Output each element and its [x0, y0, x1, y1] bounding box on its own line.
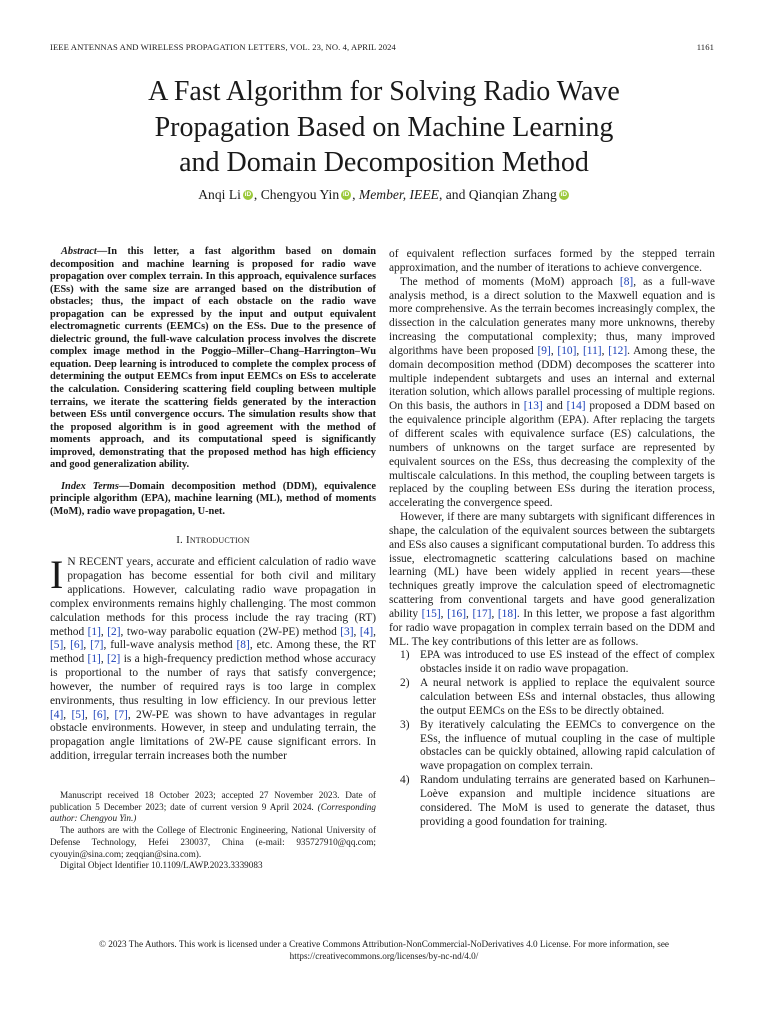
list-number: 3) — [400, 718, 410, 731]
intro-text: , full-wave analysis method — [103, 639, 237, 652]
citation-link[interactable]: [12] — [608, 344, 628, 357]
paragraph-text: However, if there are many subtargets with significant differences in shape, the calculation of the equivalent sources between the subtargets and ESs also causes a significant computational burden. To address this issue, electromagnetic scattering calculations based on machine learning (ML) have been widely applied in recent years—these techniques greatly improve the calculation speed of electromagnetic scattering from conventional targets and have good generalization ability — [389, 511, 715, 620]
list-item — [389, 677, 715, 719]
text-separator: , — [106, 708, 115, 721]
abstract-text: In this letter, a fast algorithm based on domain decomposition and machine learning is proposed for radio wave propagation over complex terrain. In this approach, equivalence surfaces (ESs) with the same size are arranged based on the distribution of obstacles; thus, the impact of each obstacle on the radio wave propagation can be expressed by the input and output equivalent electromagnetic currents (EEMCs) on the ESs. Due to the presence of dielectric ground, the full-wave calculation process involves the discrete complex image method in the Poggio–Miller–Chang–Harrington–Wu equation. Deep learning is introduced to complete the complex process of determining the output EEMCs from input EEMCs on ESs to accelerate the calculation. Considering scattering field coupling between multiple terrains, we iterate the scattering fields generated by the interaction between ESs until convergence occurs. The simulation results show that the proposed algorithm is in good agreement with the method of moments approach, and its computational speed is significantly improved, demonstrating that the proposed method has high efficiency and good generalization ability. — [50, 246, 376, 471]
text-separator: , — [63, 708, 72, 721]
list-number: 4) — [400, 774, 410, 787]
footnote-received — [50, 790, 376, 825]
drop-cap: I — [50, 552, 64, 598]
citation-link[interactable]: [5] — [71, 708, 85, 721]
list-number: 1) — [400, 649, 410, 662]
citation-link[interactable]: [14] — [566, 400, 586, 413]
text-separator: , — [83, 639, 91, 652]
section-title: Introduction — [185, 534, 250, 547]
citation-link[interactable]: [16] — [447, 607, 467, 620]
citation-link[interactable]: [10] — [557, 344, 577, 357]
citation-link[interactable]: [13] — [523, 400, 543, 413]
abstract: Abstract—In this letter, a fast algorithm based on domain decomposition and machine learning is proposed for radio wave propagation over complex terrain. In this approach, equivalence surfaces (ESs) with the same size are arranged based on the distribution of obstacles; thus, the impact of each obstacle on the radio wave propagation can be expressed by the input and output equivalent electromagnetic currents (EEMCs) on the ESs. Due to the presence of dielectric ground, the full-wave calculation process involves the discrete complex image method in the Poggio–Miller–Chang–Harrington–Wu equation. Deep learning is introduced to complete the complex process of determining the output EEMCs from input EEMCs on ESs to accelerate the calculation. Considering scattering field coupling between multiple terrains, we iterate the scattering fields generated by the interaction between ESs until convergence occurs. The simulation results show that the proposed algorithm is in good agreement with the method of moments approach, and its computational speed is significantly improved, demonstrating that the proposed method has high efficiency and good generalization ability. — [50, 246, 376, 471]
continued-paragraph: of equivalent reflection surfaces formed by the stepped terrain approximation, and the number of iterations to achieve convergence. — [389, 248, 715, 274]
mom-paragraph — [389, 276, 715, 511]
citation-link[interactable]: [1] — [87, 625, 101, 638]
footnote-affiliation: The authors are with the College of Electronic Engineering, National University of Defense Technology, Hefei 230037, China (e-mail: 935727910@qq.com; cyouyin@sina.com; zeqqian@sina.com). — [50, 825, 376, 859]
section-heading — [50, 534, 376, 548]
footnote-block — [50, 790, 376, 872]
citation-link[interactable]: [1] — [87, 653, 101, 666]
intro-paragraph — [50, 552, 377, 764]
contribution-list — [389, 649, 715, 829]
text-separator: , — [440, 607, 448, 620]
copyright-notice — [50, 938, 718, 962]
text-separator: , — [576, 344, 584, 357]
orcid-icon[interactable]: iD — [560, 191, 568, 198]
paragraph-text: proposed a DDM based on the equivalence principle algorithm (EPA). After replacing the targets of different scales with equivalence surface (ES) calculations, the numbers of unknowns on the target surface are represented by equivalent sources on the ESs, thus decreasing the complexity of the multiscale calculations. In this method, the coupling between targets is replaced by the coupling between ESs during the iteration process, accelerating the convergence speed. — [389, 400, 715, 510]
citation-link[interactable]: [2] — [107, 625, 121, 638]
text-separator: , — [353, 625, 360, 638]
index-terms-text: Domain decomposition method (DDM), equivalence principle algorithm (EPA), machine learning (ML), method of moments (MoM), radio wave propagation, U-net. — [50, 480, 376, 517]
citation-link[interactable]: [15] — [421, 607, 441, 620]
page-number: 1161 — [696, 42, 714, 52]
intro-text: , etc. Among these, the RT method — [50, 639, 376, 666]
text-separator: , — [100, 653, 108, 666]
text-separator: , — [63, 639, 71, 652]
author-name: Chengyou Yin — [260, 187, 340, 202]
text-separator: , — [491, 607, 498, 620]
list-item — [389, 649, 715, 677]
footnote-doi: Digital Object Identifier 10.1109/LAWP.2023.3339083 — [60, 860, 263, 871]
list-text: Random undulating terrains are generated based on Karhunen–Loève expansion and multiple incidence situations are considered. The MoM is used to generate the dataset, thus providing a good foundation for training. — [420, 774, 715, 828]
paragraph-text: The method of moments (MoM) approach — [400, 275, 620, 288]
title-line: A Fast Algorithm for Solving Radio Wave — [148, 76, 620, 107]
citation-link[interactable]: [9] — [537, 344, 551, 357]
text-separator: , — [550, 344, 558, 357]
abstract-label: Abstract — [61, 246, 97, 257]
intro-text: , two-way parabolic equation (2W-PE) method — [120, 625, 341, 638]
citation-link[interactable]: [18] — [497, 607, 517, 620]
citation-link[interactable]: [7] — [114, 708, 128, 721]
title-line: Propagation Based on Machine Learning — [154, 111, 614, 143]
index-terms: Index Terms—Domain decomposition method (DDM), equivalence principle algorithm (EPA), machine learning (ML), method of moments (MoM), radio wave propagation, U-net. — [50, 480, 376, 517]
text-separator: , — [601, 344, 609, 357]
paragraph-text: . In this letter, we propose a fast algorithm for radio wave propagation in complex terrain based on the DDM and ML. The key contributions of this letter are as follows. — [389, 607, 715, 648]
citation-link[interactable]: [7] — [90, 639, 104, 652]
citation-link[interactable]: [3] — [340, 625, 354, 638]
citation-link[interactable]: [8] — [236, 639, 250, 652]
license-link[interactable]: https://creativecommons.org/licenses/by-nc-nd/4.0/ — [289, 951, 479, 962]
citation-link[interactable]: [6] — [93, 708, 107, 721]
citation-link[interactable]: [4] — [50, 708, 64, 721]
author-conjunction: and — [445, 187, 466, 202]
orcid-icon[interactable]: iD — [244, 191, 252, 198]
list-text: By iteratively calculating the EEMCs to convergence on the ESs, the influence of mutual coupling in the case of multiple obstacles can be quickly obtained, allowing rapid calculation of wave propagation on complex terrain. — [420, 718, 715, 773]
author-name: Qianqian Zhang — [468, 187, 557, 202]
title-line: and Domain Decomposition Method — [179, 147, 589, 178]
citation-link[interactable]: [4] — [359, 625, 374, 638]
text-separator: , — [373, 625, 376, 638]
paragraph-text: and — [542, 400, 567, 413]
citation-link[interactable]: [17] — [472, 607, 492, 620]
list-item — [389, 719, 715, 774]
author-list: Anqi Li iD , Chengyou Yin iD , Member, IEEE, and Qianqian Zhang iD — [198, 187, 568, 202]
citation-link[interactable]: [5] — [50, 639, 64, 652]
citation-link[interactable]: [2] — [107, 653, 121, 666]
author-membership: Member, IEEE — [358, 187, 439, 202]
text-separator: , — [100, 625, 108, 638]
citation-link[interactable]: [11] — [583, 344, 602, 357]
list-text: EPA was introduced to use ES instead of the effect of complex obstacles inside it on radio wave propagation. — [420, 649, 715, 676]
footnote-corresponding: (Corresponding author: Chengyou Yin.) — [50, 801, 376, 824]
list-number: 2) — [400, 677, 410, 690]
right-column — [389, 248, 715, 829]
intro-text: is a high-frequency prediction method whose accuracy is proportional to the number of rays that satisfy convergence; however, the number of required rays is too large in complex environments, thus resulting in low efficiency. In our previous letter — [50, 653, 376, 707]
intro-text: , 2W-PE was shown to have advantages in regular obstacle environments. However, in steep and undulating terrain, the propagation angle limitations of 2W-PE cause significant errors. In addition, irregular terrain increases both the number — [50, 708, 377, 763]
citation-link[interactable]: [8] — [619, 275, 634, 288]
citation-link[interactable]: [6] — [70, 639, 84, 652]
footnote-dates: Manuscript received 18 October 2023; accepted 27 November 2023. Date of publication 5 December 2023; date of current version 9 April 2024. — [50, 789, 376, 812]
intro-text: N RECENT years, accurate and efficient calculation of radio wave propagation has become essential for both civil and military applications. However, calculating radio wave propagation in complex environments remains highly challenging. The most common calculation methods for this process include the ray tracing (RT) method — [50, 556, 376, 638]
list-text: A neural network is applied to replace the equivalent source calculation between ESs and internal obstacles, thus allowing the output EEMCs on the ESs to be directly obtained. — [420, 677, 715, 717]
copyright-text: © 2023 The Authors. This work is licensed under a Creative Commons Attribution-NonCommercial-NoDerivatives 4.0 License. For more information, see — [98, 939, 670, 949]
text-separator: , — [84, 708, 94, 721]
author-name: Anqi Li — [198, 187, 241, 202]
list-item — [389, 774, 715, 829]
text-separator: , — [466, 607, 473, 620]
paragraph-text: , as a full-wave analysis method, is a direct solution to the Maxwell equation and is more comprehensive. As the terrain becomes increasingly complex, the dissection in the calculation generates many more unknowns, thereby increasing the computational complexity; thus, many improved algorithms have been proposed — [389, 275, 715, 357]
index-terms-label: Index Terms — [61, 480, 119, 492]
journal-name: IEEE ANTENNAS AND WIRELESS PROPAGATION LETTERS, VOL. 23, NO. 4, APRIL 2024 — [50, 42, 396, 52]
orcid-icon[interactable]: iD — [342, 191, 350, 198]
paragraph-text: . Among these, the domain decomposition method (DDM) decomposes the scatterer into multiple independent subtargets and uses an internal and external iteration solution, which allows parallel processing of multiple regions. On this basis, the authors in — [389, 344, 715, 413]
ml-paragraph — [389, 511, 715, 649]
paper-title — [60, 74, 708, 181]
running-head — [50, 42, 714, 52]
left-column — [50, 246, 376, 872]
section-number: I. — [176, 534, 184, 547]
